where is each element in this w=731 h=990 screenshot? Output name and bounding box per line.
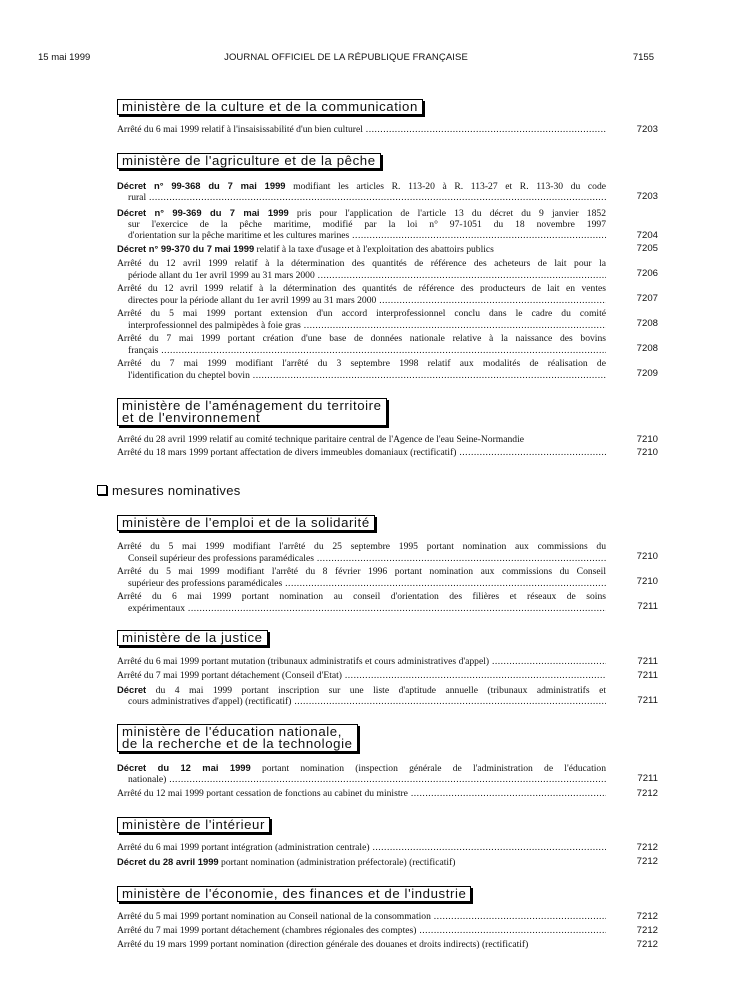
entry-page: 7212 xyxy=(636,842,658,853)
entry-page: 7212 xyxy=(636,911,658,922)
entry-text: Arrêté du 5 mai 1999 modifiant l'arrêté du 25 septembre 1995 portant nomination aux commissions du xyxy=(117,541,606,552)
entry-agri-3 xyxy=(117,243,606,255)
entry-text: du 4 mai 1999 portant inscription sur une liste d'aptitude annuelle (tribunaux administratifs et xyxy=(146,685,606,696)
entry-page: 7212 xyxy=(636,925,658,936)
entry-agri-8 xyxy=(117,358,606,381)
entry-edu-2 xyxy=(117,788,606,800)
entry-agri-4 xyxy=(117,258,606,281)
entry-text-cont: expérimentaux ..... xyxy=(117,603,606,615)
entry-page: 7212 xyxy=(636,856,658,867)
section-education-title xyxy=(117,724,358,752)
entry-text: portant nomination (inspection générale de l'administration de l'éducation xyxy=(250,763,606,774)
page-header xyxy=(38,52,654,66)
entry-text: Arrêté du 18 mars 1999 portant affectation de divers immeubles domaniaux (rectificatif) ..... xyxy=(117,447,606,459)
entry-page: 7212 xyxy=(636,939,658,950)
entry-page: 7204 xyxy=(636,230,658,241)
entry-page: 7208 xyxy=(636,318,658,329)
entry-agri-5 xyxy=(117,283,606,306)
header-journal-title: JOURNAL OFFICIEL DE LA RÉPUBLIQUE FRANÇAISE xyxy=(224,52,468,63)
entry-text: Arrêté du 6 mai 1999 portant mutation (tribunaux administratifs et cours administratives d'appel) ..... xyxy=(117,656,606,668)
entry-page: 7206 xyxy=(636,268,658,279)
entry-bold-text: Décret n° 99-369 du 7 mai 1999 xyxy=(117,207,289,218)
entry-page: 7210 xyxy=(636,551,658,562)
entry-text-cont: directes pour la période allant du 1er avril 1999 au 31 mars 2000 ..... xyxy=(117,295,606,307)
entry-bold-text: Décret n° 99-368 du 7 mai 1999 xyxy=(117,180,286,191)
entry-int-1 xyxy=(117,842,606,854)
entry-emploi-1 xyxy=(117,541,606,564)
entry-text: Arrêté du 6 mai 1999 relatif à l'insaisissabilité d'un bien culturel ..... xyxy=(117,124,606,136)
entry-text: Arrêté du 5 mai 1999 portant extension d'un accord interprofessionnel conclu dans le cadre du comité xyxy=(117,308,606,319)
entry-agri-7 xyxy=(117,333,606,356)
entry-text-cont: cours administratives d'appel) (rectificatif) ..... xyxy=(117,696,606,708)
entry-page: 7210 xyxy=(636,434,658,445)
entry-text-cont: période allant du 1er avril 1999 au 31 mars 2000 ..... xyxy=(117,270,606,282)
entry-bold-text: Décret du 28 avril 1999 xyxy=(117,856,219,867)
entry-text: Arrêté du 12 avril 1999 relatif à la détermination des quantités de référence des acheteurs de lait pour la xyxy=(117,258,606,269)
entry-text: Arrêté du 7 mai 1999 modifiant l'arrêté du 3 septembre 1998 relatif aux modalités de réalisation de xyxy=(117,358,606,369)
entry-text: relatif à la taxe d'usage et à l'exploitation des abattoirs publics xyxy=(254,244,494,255)
checkbox-square-icon xyxy=(97,485,107,495)
entry-text: portant nomination (administration préfectorale) (rectificatif) xyxy=(218,857,456,868)
entry-page: 7212 xyxy=(636,788,658,799)
section-agriculture-title: ministère de l'agriculture et de la pêche xyxy=(117,153,381,169)
entry-edu-1 xyxy=(117,762,606,785)
section-amenagement-title xyxy=(117,398,387,426)
entry-page: 7203 xyxy=(636,191,658,202)
entry-eco-1 xyxy=(117,911,606,923)
entry-page: 7210 xyxy=(636,447,658,458)
entry-bold-text: Décret xyxy=(117,684,147,695)
entry-text-cont: l'identification du cheptel bovin ..... xyxy=(117,370,606,382)
entry-page: 7205 xyxy=(636,243,658,254)
section-title-line-1: ministère de l'éducation nationale, xyxy=(122,724,342,739)
section-culture-title: ministère de la culture et de la communication xyxy=(117,99,423,115)
entry-page: 7211 xyxy=(637,601,658,612)
mesures-nominatives-heading xyxy=(97,483,241,498)
section-interieur-title: ministère de l'intérieur xyxy=(117,817,270,833)
entry-bold-text: Décret du 12 mai 1999 xyxy=(117,762,251,773)
entry-eco-2 xyxy=(117,925,606,937)
entry-text-cont: français ..... xyxy=(117,345,606,357)
entry-text: pris pour l'application de l'article 13 du décret du 9 janvier 1852 xyxy=(288,208,606,219)
section-emploi-title: ministère de l'emploi et de la solidarité xyxy=(117,515,375,531)
entry-page: 7207 xyxy=(636,293,658,304)
entry-page: 7211 xyxy=(637,773,658,784)
entry-text-cont: d'orientation sur la pêche maritime et les cultures marines ..... xyxy=(117,230,606,242)
entry-amen-1 xyxy=(117,434,606,446)
entry-justice-1 xyxy=(117,656,606,668)
header-page-number: 7155 xyxy=(632,52,654,63)
entry-text-cont: sur l'exercice de la pêche maritime, modifié par la loi n° 97-1051 du 18 novembre 1997 xyxy=(128,218,606,230)
section-title-line-2: de la recherche et de la technologie xyxy=(122,736,353,751)
mesures-label: mesures nominatives xyxy=(112,483,241,498)
entry-bold-text: Décret n° 99-370 du 7 mai 1999 xyxy=(117,243,255,254)
entry-agri-2 xyxy=(117,207,606,242)
section-title-line-2: et de l'environnement xyxy=(122,410,261,425)
header-date: 15 mai 1999 xyxy=(38,52,91,63)
entry-text: Arrêté du 19 mars 1999 portant nomination (direction générale des douanes et droits indirects) (rectificatif) xyxy=(117,939,529,950)
entry-text: Arrêté du 6 mai 1999 portant intégration (administration centrale) ..... xyxy=(117,842,606,854)
entry-amen-2 xyxy=(117,447,606,459)
entry-culture-1 xyxy=(117,124,606,136)
entry-text: Arrêté du 5 mai 1999 modifiant l'arrêté du 8 février 1996 portant nomination aux commissions du Conseil xyxy=(117,566,606,577)
entry-emploi-2 xyxy=(117,566,606,589)
section-justice-title: ministère de la justice xyxy=(117,630,268,646)
entry-text-cont: supérieur des professions paramédicales ..... xyxy=(117,578,606,590)
entry-page: 7210 xyxy=(636,576,658,587)
entry-text: Arrêté du 6 mai 1999 portant nomination au conseil d'orientation des filières et réseaux de soins xyxy=(117,591,606,602)
entry-text-cont: nationale) ..... xyxy=(117,774,606,786)
entry-emploi-3 xyxy=(117,591,606,614)
entry-int-2 xyxy=(117,856,606,868)
entry-text: Arrêté du 12 mai 1999 portant cessation de fonctions au cabinet du ministre ..... xyxy=(117,788,606,800)
entry-page: 7211 xyxy=(637,670,658,681)
entry-text: Arrêté du 12 avril 1999 relatif à la détermination des quantités de référence des producteurs de lait en ventes xyxy=(117,283,606,294)
entry-text: Arrêté du 7 mai 1999 portant création d'une base de données nationale relative à la naissance des bovins xyxy=(117,333,606,344)
entry-text: Arrêté du 7 mai 1999 portant détachement (Conseil d'Etat) ..... xyxy=(117,670,606,682)
entry-justice-3 xyxy=(117,684,606,707)
entry-justice-2 xyxy=(117,670,606,682)
entry-agri-6 xyxy=(117,308,606,331)
entry-text: Arrêté du 28 avril 1999 relatif au comité technique paritaire central de l'Agence de l'eau Seine-Normandie xyxy=(117,434,525,445)
section-title-line-1: ministère de l'aménagement du territoire xyxy=(122,398,382,413)
entry-page: 7211 xyxy=(637,656,658,667)
entry-page: 7209 xyxy=(636,368,658,379)
entry-agri-1 xyxy=(117,180,606,203)
entry-text-cont: rural ..... xyxy=(117,192,606,204)
entry-page: 7211 xyxy=(637,695,658,706)
entry-page: 7208 xyxy=(636,343,658,354)
entry-eco-3 xyxy=(117,939,606,951)
entry-page: 7203 xyxy=(636,124,658,135)
entry-text-cont: Conseil supérieur des professions paramédicales ..... xyxy=(117,553,606,565)
section-economie-title: ministère de l'économie, des finances et de l'industrie xyxy=(117,886,471,902)
entry-text: Arrêté du 5 mai 1999 portant nomination au Conseil national de la consommation ..... xyxy=(117,911,606,923)
entry-text: modifiant les articles R. 113-20 à R. 113-27 et R. 113-30 du code xyxy=(285,181,606,192)
entry-text: Arrêté du 7 mai 1999 portant détachement (chambres régionales des comptes) ..... xyxy=(117,925,606,937)
entry-text-cont: interprofessionnel des palmipèdes à foie gras ..... xyxy=(117,320,606,332)
